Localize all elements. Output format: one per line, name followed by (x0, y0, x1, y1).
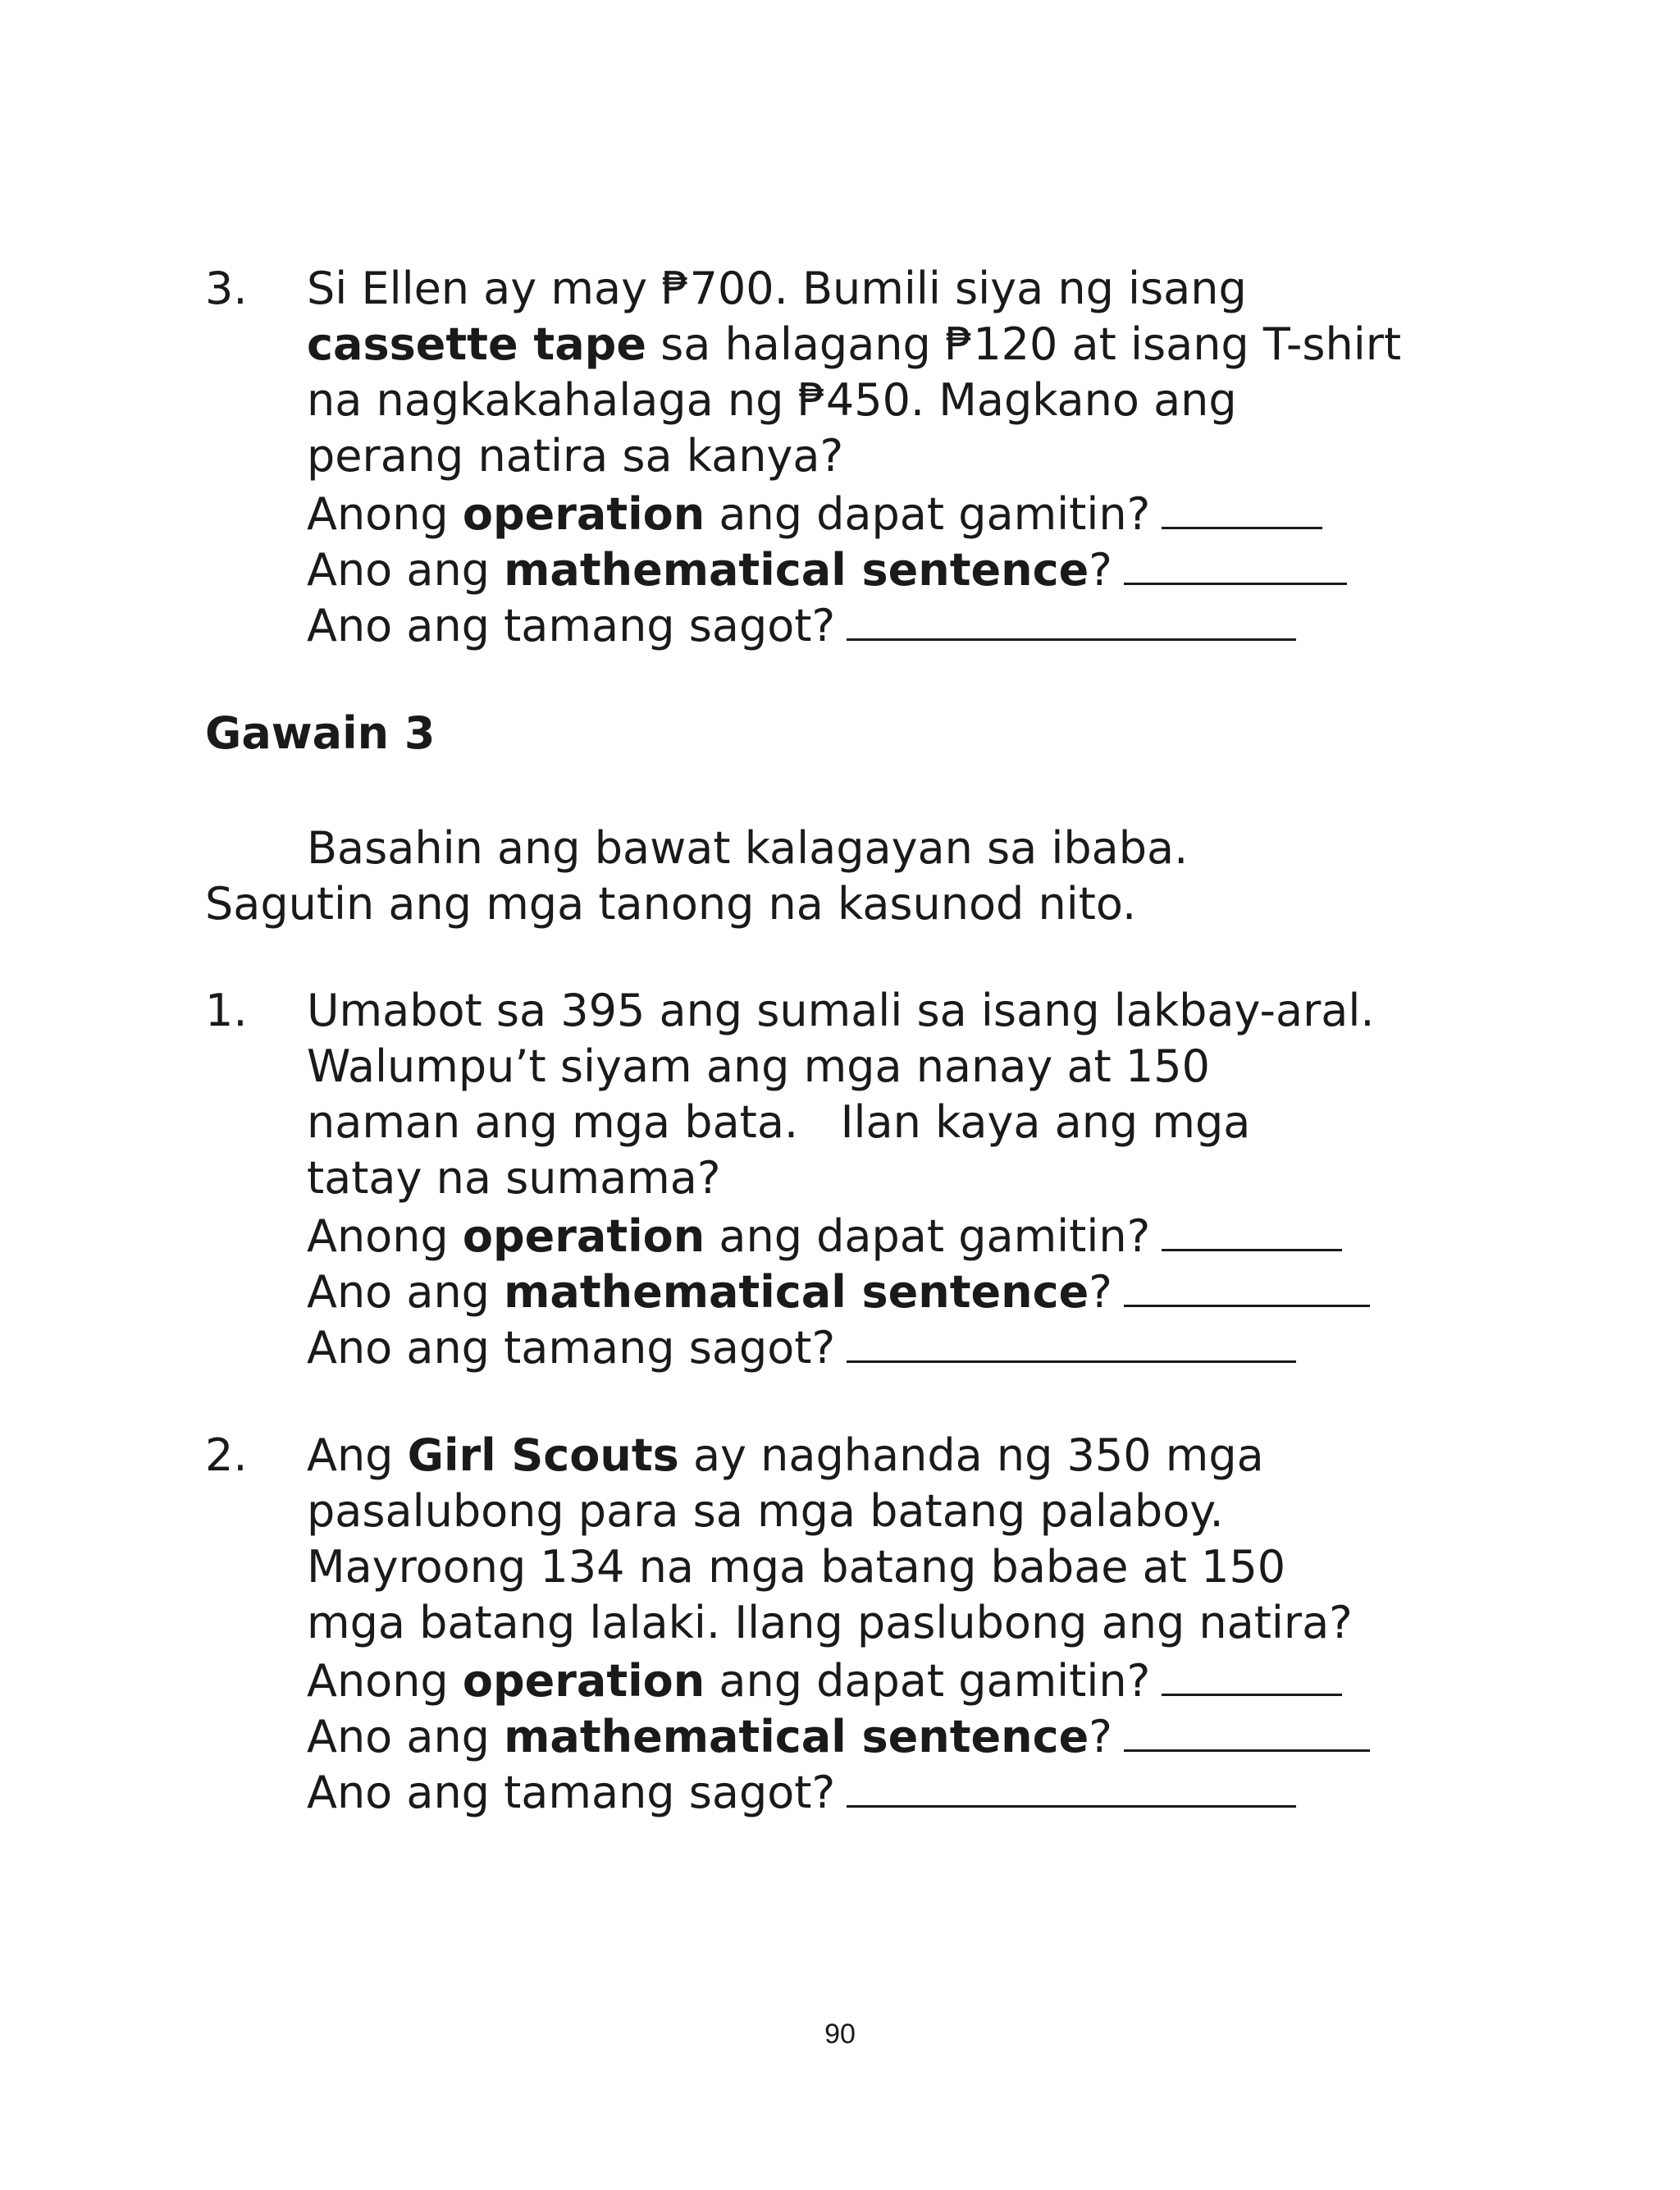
question-operation: Anong operation ang dapat gamitin? (307, 1206, 1342, 1264)
question-math-sentence: Ano ang mathematical sentence? (307, 540, 1347, 598)
intro-line: Sagutin ang mga tanong na kasunod nito. (205, 878, 1137, 930)
section-heading (205, 706, 1485, 761)
problem-text: pasalubong para sa mga batang palaboy. (307, 1485, 1224, 1537)
page-number: 90 (824, 2019, 856, 2050)
problem-text: naman ang mga bata. Ilan kaya ang mga (307, 1096, 1251, 1148)
problem-text: Mayroong 134 na mga batang babae at 150 (307, 1541, 1286, 1593)
problem-text: Si Ellen ay may ₱700. Bumili siya ng isang (307, 263, 1247, 314)
question-math-sentence: Ano ang mathematical sentence? (307, 1707, 1370, 1765)
problem-text: mga batang lalaki. Ilang paslubong ang natira? (307, 1597, 1353, 1648)
answer-blank[interactable] (1124, 540, 1347, 585)
answer-blank[interactable] (847, 1318, 1296, 1363)
problem-text: na nagkakahalaga ng ₱450. Magkano ang (307, 374, 1237, 426)
answer-blank[interactable] (1124, 1262, 1370, 1307)
question-answer: Ano ang tamang sagot? (307, 596, 1296, 654)
question-answer: Ano ang tamang sagot? (307, 1318, 1296, 1376)
question-operation: Anong operation ang dapat gamitin? (307, 484, 1322, 542)
question-math-sentence: Ano ang mathematical sentence? (307, 1262, 1370, 1320)
item-number: 1. (205, 985, 248, 1036)
answer-blank[interactable] (1162, 1206, 1342, 1251)
answer-blank[interactable] (847, 596, 1296, 641)
item-number: 2. (205, 1429, 248, 1481)
question-answer: Ano ang tamang sagot? (307, 1763, 1296, 1821)
problem-text: Walumpu’t siyam ang mga nanay at 150 (307, 1040, 1210, 1092)
item-number: 3. (205, 263, 248, 314)
answer-blank[interactable] (1162, 1651, 1342, 1696)
bold-term: Girl Scouts (407, 1429, 679, 1481)
intro-line: Basahin ang bawat kalagayan sa ibaba. (307, 822, 1189, 874)
section-intro (205, 821, 1485, 932)
answer-blank[interactable] (1124, 1707, 1370, 1752)
problem-item-2 (205, 1428, 1485, 1818)
problem-text: Umabot sa 395 ang sumali sa isang lakbay-aral. (307, 985, 1375, 1036)
problem-text: perang natira sa kanya? (307, 430, 844, 482)
problem-item-3 (205, 261, 1485, 652)
problem-item-1 (205, 983, 1485, 1374)
answer-blank[interactable] (847, 1763, 1296, 1808)
question-operation: Anong operation ang dapat gamitin? (307, 1651, 1342, 1709)
bold-term: cassette tape (307, 318, 646, 370)
section-title: Gawain 3 (205, 707, 436, 759)
problem-text: tatay na sumama? (307, 1152, 721, 1204)
problem-text: Ang Girl Scouts ay naghanda ng 350 mga (307, 1429, 1264, 1481)
problem-text: cassette tape sa halagang ₱120 at isang T-shirt (307, 318, 1402, 370)
answer-blank[interactable] (1162, 484, 1322, 529)
